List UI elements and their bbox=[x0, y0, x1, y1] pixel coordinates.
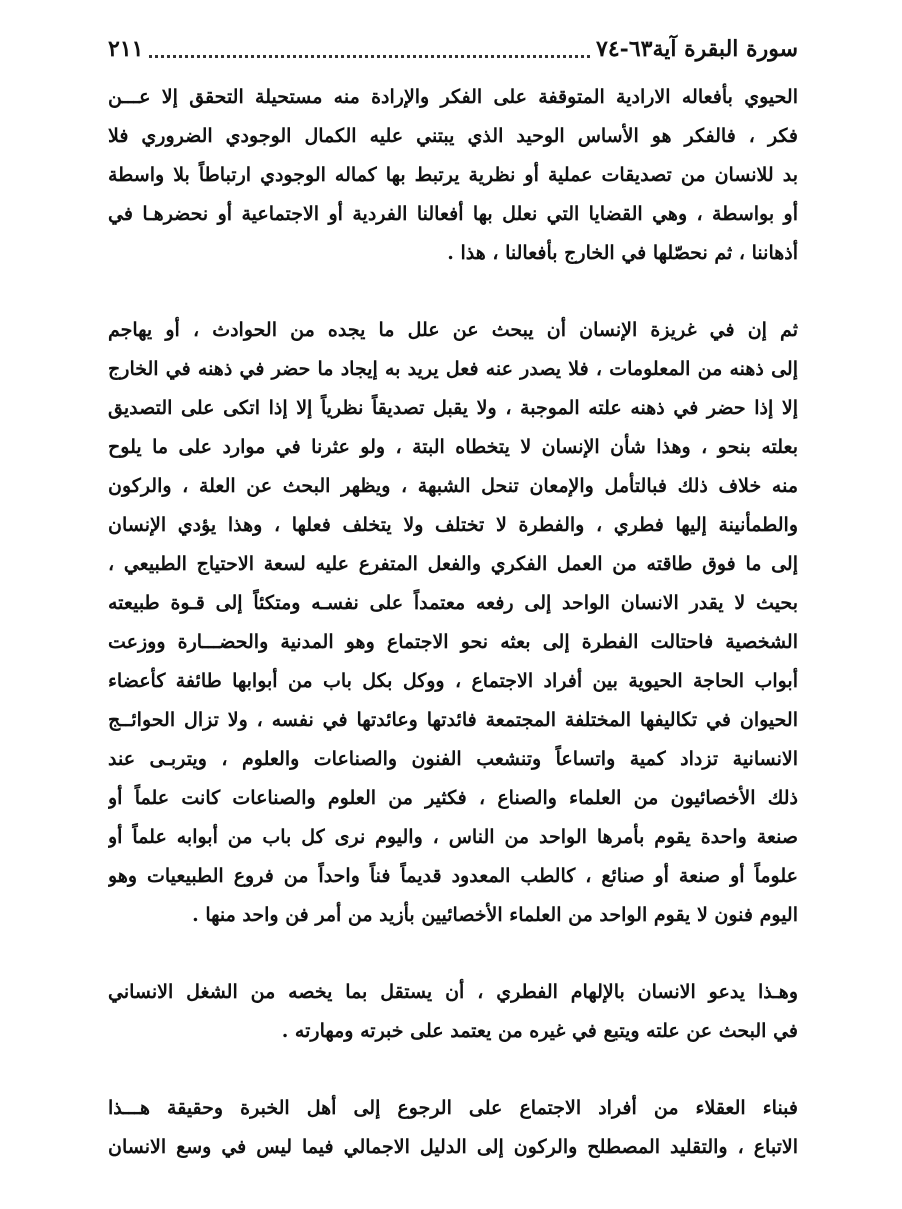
text-line: فبناء العقلاء من أفراد الاجتماع على الرجوع إلى أهل الخبرة وحقيقة هـــذا bbox=[108, 1097, 798, 1119]
paragraph-4 bbox=[108, 1089, 798, 1167]
text-line: علوماً أو صنعة أو صنائع ، كالطب المعدود قديماً فناً واحداً من فروع الطبيعيات وهو bbox=[108, 865, 798, 887]
text-line: ذلك الأخصائيون من العلماء والصناع ، فكثير من العلوم والصناعات كانت علماً أو bbox=[108, 787, 798, 809]
text-line: صنعة واحدة يقوم بأمرها الواحد من الناس ، واليوم نرى كل باب من أبوابه علماً أو bbox=[108, 826, 798, 848]
paragraph-3 bbox=[108, 973, 798, 1051]
text-line: في البحث عن علته ويتبع في غيره من يعتمد على خبرته ومهارته . bbox=[281, 1020, 798, 1042]
text-line: إلى ذهنه من المعلومات ، فلا يصدر عنه فعل يريد به إيجاد ما حضر في ذهنه في الخارج bbox=[108, 358, 798, 380]
text-line: بحيث لا يقدر الانسان الواحد إلى رفعه معتمداً على نفسـه ومتكئاً إلى قـوة طبيعته bbox=[108, 592, 798, 614]
header-title: سورة البقرة آية٦٣-٧٤ bbox=[596, 36, 798, 62]
page-body bbox=[108, 78, 798, 1167]
text-line: الانسانية تزداد كمية واتساعاً وتنشعب الفنون والصناعات والعلوم ، ويتربـى عند bbox=[108, 748, 798, 770]
text-line: إلا إذا حضر في ذهنه علته الموجبة ، ولا يقبل تصديقاً نظرياً إلا إذا اتكى على التصديق bbox=[108, 397, 798, 419]
text-line: أو بواسطة ، وهي القضايا التي نعلل بها أفعالنا الفردية أو الاجتماعية أو نحضرهـا في bbox=[108, 203, 798, 225]
text-line: وهـذا يدعو الانسان بالإلهام الفطري ، أن يستقل بما يخصه من الشغل الانساني bbox=[108, 981, 798, 1003]
text-line: أبواب الحاجة الحيوية بين أفراد الاجتماع ، ووكل بكل باب من أبوابها طائفة كأعضاء bbox=[108, 670, 798, 692]
text-line: إلى ما فوق طاقته من العمل الفكري والفعل المتفرع عليه لسعة الاحتياج الطبيعي ، bbox=[108, 553, 798, 575]
text-line: بعلته بنحو ، وهذا شأن الإنسان لا يتخطاه البتة ، ولو عثرنا في موارد على ما يلوح bbox=[108, 436, 798, 458]
text-line: فكر ، فالفكر هو الأساس الوحيد الذي يبتني عليه الكمال الوجودي الضروري فلا bbox=[108, 125, 798, 147]
text-line: الحيوان في تكاليفها المختلفة المجتمعة فائدتها وعائدتها في نفسه ، ولا تزال الحوائــج bbox=[108, 709, 798, 731]
text-line: الاتباع ، والتقليد المصطلح والركون إلى الدليل الاجمالي فيما ليس في وسع الانسان bbox=[108, 1136, 798, 1158]
text-line: منه خلاف ذلك فبالتأمل والإمعان تنحل الشبهة ، ويظهر البحث عن العلة ، والركون bbox=[108, 475, 798, 497]
header-dotted-leader bbox=[149, 51, 590, 58]
text-line: الحيوي بأفعاله الارادية المتوقفة على الفكر والإرادة منه مستحيلة التحقق إلا عـــن bbox=[108, 86, 798, 108]
text-line: والطمأنينة إليها فطري ، والفطرة لا تختلف ولا يتخلف فعلها ، وهذا يؤدي الإنسان bbox=[108, 514, 798, 536]
text-line: أذهاننا ، ثم نحصّلها في الخارج بأفعالنا ، هذا . bbox=[447, 242, 798, 264]
running-header bbox=[108, 32, 798, 66]
text-line: الشخصية فاحتالت الفطرة إلى بعثه نحو الاجتماع وهو المدنية والحضـــارة ووزعت bbox=[108, 631, 798, 653]
text-line: بد للانسان من تصديقات عملية أو نظرية يرتبط بها كماله الوجودي ارتباطاً بلا واسطة bbox=[108, 164, 798, 186]
text-line: اليوم فنون لا يقوم الواحد من العلماء الأخصائيين بأزيد من أمر فن واحد منها . bbox=[192, 904, 798, 926]
text-line: ثم إن في غريزة الإنسان أن يبحث عن علل ما يجده من الحوادث ، أو يهاجم bbox=[108, 319, 798, 341]
paragraph-1 bbox=[108, 78, 798, 273]
page-number: ٢١١ bbox=[108, 36, 144, 62]
paragraph-2 bbox=[108, 311, 798, 935]
